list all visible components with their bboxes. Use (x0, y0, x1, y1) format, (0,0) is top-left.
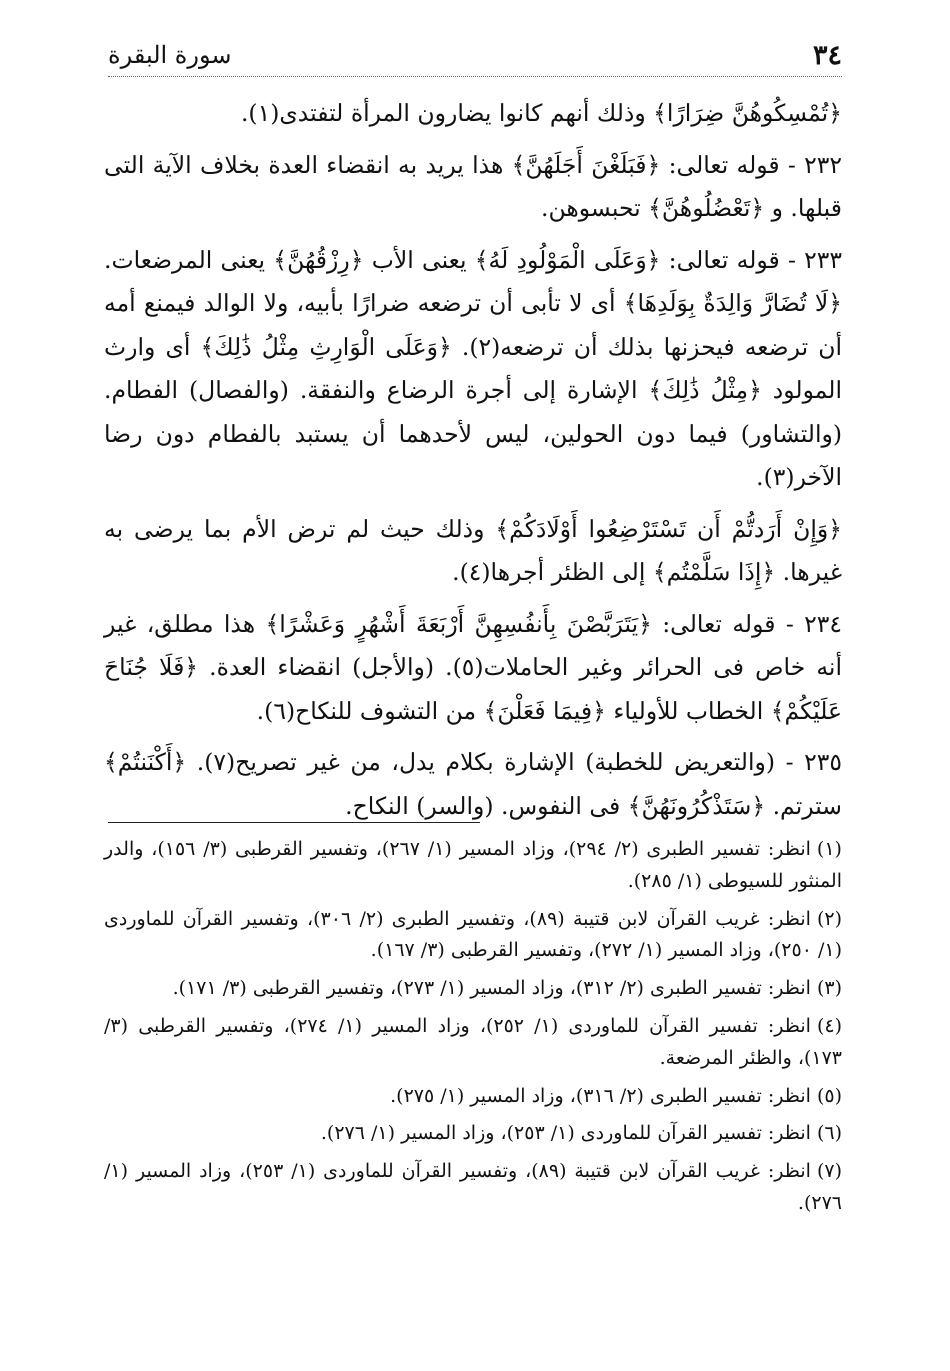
footnote (104, 1118, 842, 1150)
surah-title: سورة البقرة (108, 41, 232, 69)
footnote-text: انظر: تفسير الطبرى (٢/ ٣١٦)، وزاد المسير (١/ ٢٧٥). (390, 1084, 811, 1107)
footnote (104, 1081, 842, 1113)
paragraph: ٢٣٥ - (والتعريض للخطبة) الإشارة بكلام يدل، من غير تصريح(٧). ﴿أَكْنَنتُمْ﴾ سترتم. ﴿سَتَذْكُرُونَهُنَّ﴾ فى النفوس. (والسر) النكاح. (104, 748, 842, 820)
footnote-number: (٥) (816, 1084, 842, 1107)
footnote-divider (108, 822, 480, 823)
footnote-number: (١) (816, 838, 842, 860)
paragraph: ٢٣٤ - قوله تعالى: ﴿يَتَرَبَّصْنَ بِأَنفُسِهِنَّ أَرْبَعَةَ أَشْهُرٍ وَعَشْرًا﴾ هذا مطلق، غير أنه خاص فى الحرائر وغير الحاملات(٥). (والأجل) انقضاء العدة. ﴿فَلَا جُنَاحَ عَلَيْكُمْ﴾ الخطاب للأولياء ﴿فِيمَا فَعَلْنَ﴾ من التشوف للنكاح(٦). (104, 609, 842, 725)
footnote-text: انظر: تفسير القرآن للماوردى (١/ ٢٥٣)، وزاد المسير (١/ ٢٧٦). (320, 1122, 811, 1145)
footnotes (104, 834, 842, 1226)
footnote (104, 834, 842, 898)
footnote-number: (٤) (816, 1014, 842, 1037)
paragraph: ﴿وَإِنْ أَرَدتُّمْ أَن تَسْتَرْضِعُوا أَوْلَادَكُمْ﴾ وذلك حيث لم ترض الأم بما يرضى به غيرها. ﴿إِذَا سَلَّمْتُم﴾ إلى الظئر أجرها(٤). (104, 514, 842, 586)
paragraph: ٢٣٣ - قوله تعالى: ﴿وَعَلَى الْمَوْلُودِ لَهُ﴾ يعنى الأب ﴿رِزْقُهُنَّ﴾ يعنى المرضعات. ﴿لَا تُضَارَّ وَالِدَةٌ بِوَلَدِهَا﴾ أى لا تأبى أن ترضعه ضرارًا بأبيه، ولا الوالد فيمنع أمه أن ترضعه فيحزنها بذلك أن ترضعه(٢). ﴿وَعَلَى الْوَارِثِ مِثْلُ ذَٰلِكَ﴾ أى وارث المولود ﴿مِثْلُ ذَٰلِكَ﴾ الإشارة إلى أجرة الرضاع والنفقة. (والفصال) الفطام. (والتشاور) فيما دون الحولين، ليس لأحدهما أن يستبد بالفطام دون رضا الآخر(٣). (104, 245, 842, 491)
footnote-text: انظر: تفسير القرآن للماوردى (١/ ٢٥٢)، وزاد المسير (١/ ٢٧٤)، وتفسير القرطبى (٣/ ١٧٣)، والظئر المرضعة. (104, 1014, 842, 1069)
footnote-number: (٢) (816, 907, 842, 930)
page-number: ٣٤ (812, 39, 842, 71)
footnote-text: انظر: تفسير الطبرى (٢/ ٣١٢)، وزاد المسير (١/ ٢٧٣)، وتفسير القرطبى (٣/ ١٧١). (172, 977, 811, 1000)
footnote (104, 1156, 842, 1220)
paragraph: ٢٣٢ - قوله تعالى: ﴿فَبَلَغْنَ أَجَلَهُنَّ﴾ هذا يريد به انقضاء العدة بخلاف الآية التى قبلها. و ﴿تَعْضُلُوهُنَّ﴾ تحبسوهن. (104, 150, 842, 222)
footnote-number: (٧) (816, 1160, 842, 1183)
footnote-text: انظر: تفسير الطبرى (٢/ ٢٩٤)، وزاد المسير (١/ ٢٦٧)، وتفسير القرطبى (٣/ ١٥٦)، والدر المنثور للسيوطى (١/ ٢٨٥). (104, 838, 842, 892)
footnote-text: انظر: غريب القرآن لابن قتيبة (٨٩)، وتفسير الطبرى (٢/ ٣٠٦)، وتفسير القرآن للماوردى (١/ ٢٥٠)، وزاد المسير (١/ ٢٧٢)، وتفسير القرطبى (٣/ ١٦٧). (104, 907, 842, 962)
running-header (108, 34, 842, 77)
main-text (104, 92, 842, 828)
footnote-number: (٦) (816, 1122, 842, 1145)
footnote (104, 904, 842, 968)
paragraph: ﴿تُمْسِكُوهُنَّ ضِرَارًا﴾ وذلك أنهم كانوا يضارون المرأة لتفتدى(١). (240, 99, 842, 127)
footnote (104, 973, 842, 1005)
footnote-number: (٣) (816, 977, 842, 1000)
footnote (104, 1011, 842, 1075)
footnote-text: انظر: غريب القرآن لابن قتيبة (٨٩)، وتفسير القرآن للماوردى (١/ ٢٥٣)، وزاد المسير (١/ ٢٧٦). (104, 1160, 842, 1214)
